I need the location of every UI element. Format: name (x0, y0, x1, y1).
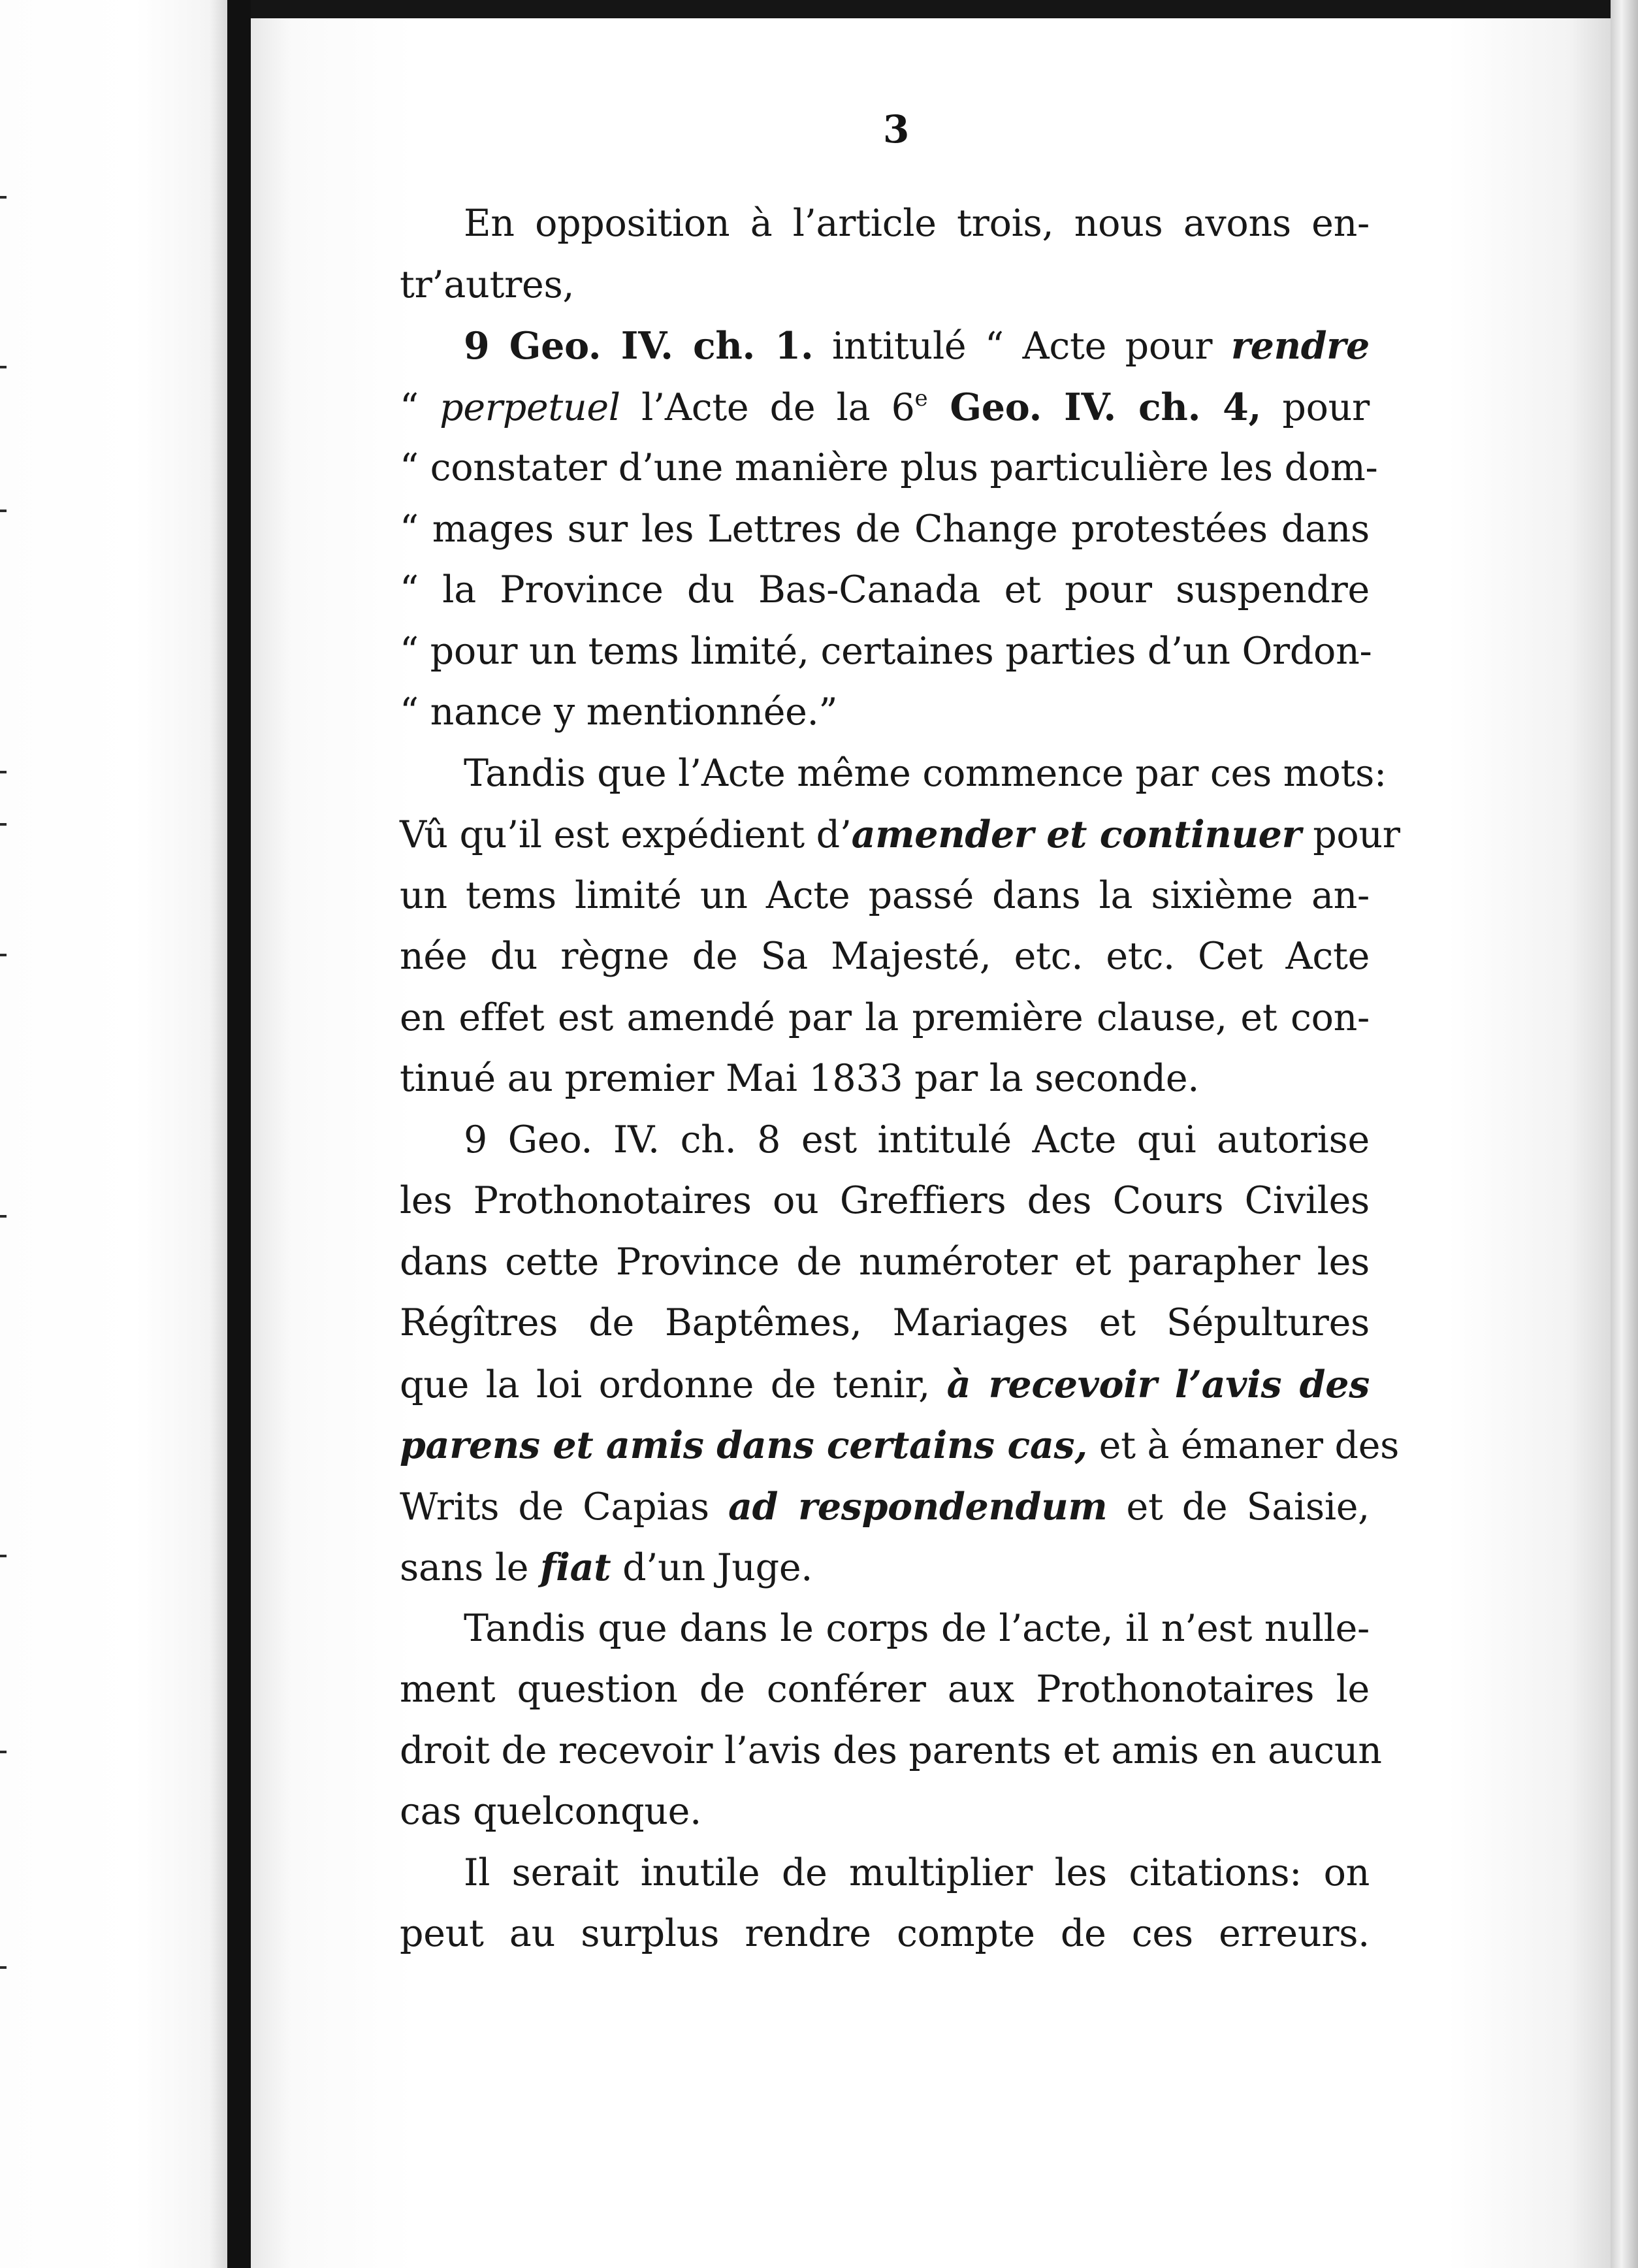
statute-citation: 9 Geo. IV. ch. 1. (464, 324, 814, 368)
emphasis-text: perpetuel (440, 385, 620, 429)
paragraph-4-line-5 (400, 1354, 1370, 1416)
paragraph-4-line-1: 9 Geo. IV. ch. 8 est intitulé Acte qui autorise (464, 1118, 1370, 1161)
paragraph-3-line-3: un tems limité un Acte passé dans la sixième an- (400, 873, 1370, 917)
text-run: intitulé “ Acte pour (813, 325, 1231, 368)
superscript: e (914, 385, 928, 412)
top-scan-border (251, 0, 1611, 18)
paragraph-4-line-8 (400, 1537, 1370, 1598)
paragraph-5-line-2: ment question de conférer aux Prothonotaires le (400, 1668, 1370, 1711)
paragraph-3-line-1: Tandis que l’Acte même commence par ces mots: (464, 751, 1387, 795)
paragraph-4-line-7 (400, 1476, 1370, 1538)
text-run: et de Saisie, (1107, 1485, 1370, 1529)
paragraph-2-line-5: “ la Province du Bas-Canada et pour suspendre (400, 568, 1370, 611)
page-body-text (400, 193, 1400, 1965)
emphasis-text: rendre (1230, 324, 1370, 368)
paragraph-2-line-4: “ mages sur les Lettres de Change protestées dans (400, 507, 1370, 551)
emphasis-text: parens et amis dans certains cas, (400, 1423, 1087, 1467)
paragraph-2-line-2 (400, 377, 1370, 438)
text-run: “ (400, 385, 440, 429)
paragraph-5-line-3: droit de recevoir l’avis des parents et amis en aucun (400, 1728, 1382, 1772)
paragraph-2-line-1 (400, 316, 1370, 377)
paragraph-2-line-7: “ nance y mentionnée.” (400, 690, 838, 734)
emphasis-text: ad respondendum (728, 1484, 1108, 1529)
text-run: l’Acte de la 6 (620, 385, 915, 429)
emphasis-text: amender et continuer (851, 813, 1302, 856)
text-run: sans le (400, 1546, 540, 1589)
paragraph-1-line-2: tr’autres, (400, 263, 575, 306)
text-run: d’un Juge. (611, 1546, 813, 1589)
page-edge (1611, 0, 1638, 2268)
paragraph-6-line-1: Il serait inutile de multiplier les citations: on (464, 1851, 1370, 1894)
emphasis-text: à recevoir l’avis des (946, 1362, 1370, 1406)
text-run: Vû qu’il est expédient d’ (400, 813, 852, 856)
text-run: et à émaner des (1087, 1424, 1400, 1467)
left-page-sliver (0, 0, 227, 2268)
paragraph-3-line-4: née du règne de Sa Majesté, etc. etc. Cet Acte (400, 935, 1370, 978)
text-run: pour (1261, 385, 1370, 429)
paragraph-5-line-1: Tandis que dans le corps de l’acte, il n’est nulle- (464, 1606, 1370, 1650)
paragraph-6-line-2: peut au surplus rendre compte de ces erreurs. (400, 1912, 1370, 1955)
book-gutter (227, 0, 251, 2268)
text-run: que la loi ordonne de tenir, (400, 1363, 947, 1406)
paragraph-3-line-6: tinué au premier Mai 1833 par la seconde. (400, 1057, 1200, 1100)
statute-citation: Geo. IV. ch. 4, (927, 385, 1262, 429)
emphasis-text: fiat (540, 1546, 611, 1589)
paragraph-4-line-6 (400, 1415, 1400, 1476)
paragraph-4-line-4: Régîtres de Baptêmes, Mariages et Sépultures (400, 1301, 1370, 1344)
paragraph-3-line-5: en effet est amendé par la première clause, et con- (400, 996, 1370, 1039)
paragraph-4-line-2: les Prothonotaires ou Greffiers des Cours Civiles (400, 1179, 1370, 1222)
paragraph-2-line-6: “ pour un tems limité, certaines parties d’un Ordon- (400, 629, 1372, 673)
paragraph-4-line-3: dans cette Province de numéroter et parapher les (400, 1240, 1370, 1284)
page-number: 3 (883, 107, 910, 152)
paragraph-1-line-1: En opposition à l’article trois, nous avons en- (464, 202, 1370, 245)
text-run: pour (1301, 813, 1400, 856)
text-run: Writs de Capias (400, 1485, 729, 1529)
paragraph-2-line-3: “ constater d’une manière plus particulière les dom- (400, 446, 1378, 489)
paragraph-3-line-2 (400, 804, 1400, 866)
paragraph-5-line-4: cas quelconque. (400, 1790, 701, 1833)
